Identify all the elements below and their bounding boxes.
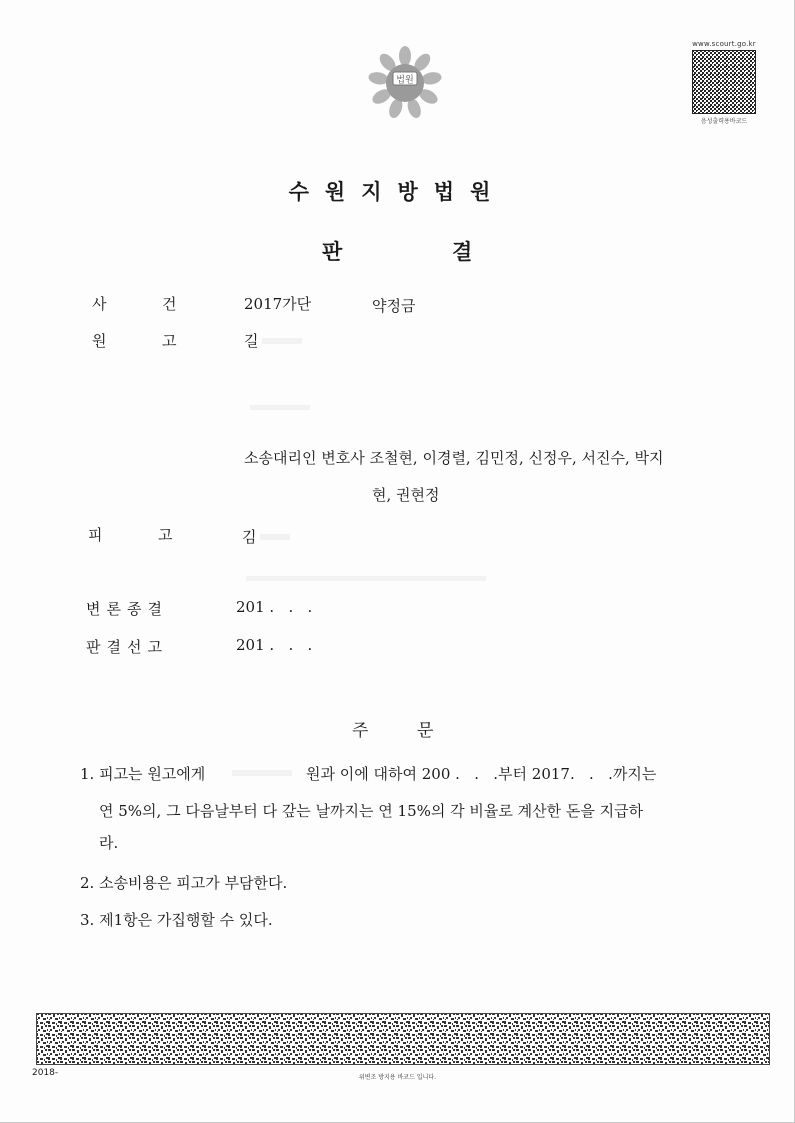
plaintiff-attorney-line1: 소송대리인 변호사 조철현, 이경렬, 김민정, 신정우, 서진수, 박지 — [244, 449, 664, 467]
plaintiff-name: 길 — [244, 332, 259, 350]
title-char-1: 판 — [322, 240, 343, 264]
svg-text:법원: 법원 — [396, 75, 414, 86]
barcode-caption: 위변조 방지용 바코드 입니다. — [358, 1074, 437, 1081]
order-item1-line1b: 원과 이에 대하여 200 . . .부터 2017. . .까지는 — [306, 765, 657, 783]
qr-caption: 음성출력용바코드 — [700, 118, 748, 125]
order-item3: 3. 제1항은 가집행할 수 있다. — [80, 911, 273, 929]
qr-code-icon — [692, 50, 756, 114]
document-number: 2018- — [32, 1068, 59, 1078]
hearing-end-date: 201 . . . — [236, 598, 313, 616]
case-number: 2017가단 — [244, 295, 312, 313]
case-subject: 약정금 — [372, 297, 416, 315]
verification-qr — [688, 40, 760, 125]
court-emblem-icon — [366, 42, 444, 120]
redaction — [232, 770, 292, 776]
order-item2: 2. 소송비용은 피고가 부담한다. — [80, 874, 288, 892]
order-title-char-2: 문 — [417, 721, 434, 741]
order-item1-line1a: 1. 피고는 원고에게 — [80, 765, 206, 783]
redaction — [246, 576, 486, 581]
redaction — [262, 338, 302, 344]
redaction — [250, 405, 310, 410]
qr-url: www.scourt.go.kr — [692, 40, 756, 48]
judgment-date-label: 판결선고 — [86, 638, 168, 656]
redaction — [260, 534, 290, 540]
anti-forgery-barcode — [36, 1013, 770, 1065]
order-item1-line2: 연 5%의, 그 다음날부터 다 갚는 날까지는 연 15%의 각 비율로 계산한 돈을 지급하 — [99, 802, 644, 820]
judgment-page: 법원 www.scourt.go.kr 음성출력용바코드 수원지방법원 판 결 사 건 2017가단 약정금 원 고 길 소송대리인 변호사 조철현, 이경렬, 김민정, 신정우, 서진수, 박지 현, 권현정 피 고 김 변론종결 201 . . . 판결선고 201 . . . 주 문 1. 피고는 원고에게 원과 이에 대하여 200 . . .부터 2017. . .까지는 연 5%의, 그 다음날부터 다 갚는 날까지는 연 15%의 각 비율로 계산한 돈을 지급하 라. 2. 소송비용은 피고가 부담한다. 3. 제1항은 가집행할 수 있다. 2018- 위변조 방지용 바코드 입니다. — [0, 0, 795, 1123]
hearing-end-label: 변론종결 — [86, 600, 168, 618]
defendant-name: 김 — [242, 528, 257, 546]
title-char-2: 결 — [452, 240, 473, 264]
judgment-date: 201 . . . — [236, 636, 313, 654]
order-item1-line3: 라. — [99, 834, 119, 852]
plaintiff-attorney-line2: 현, 권현정 — [372, 486, 440, 504]
court-name: 수원지방법원 — [288, 180, 507, 204]
order-title-char-1: 주 — [352, 721, 369, 741]
